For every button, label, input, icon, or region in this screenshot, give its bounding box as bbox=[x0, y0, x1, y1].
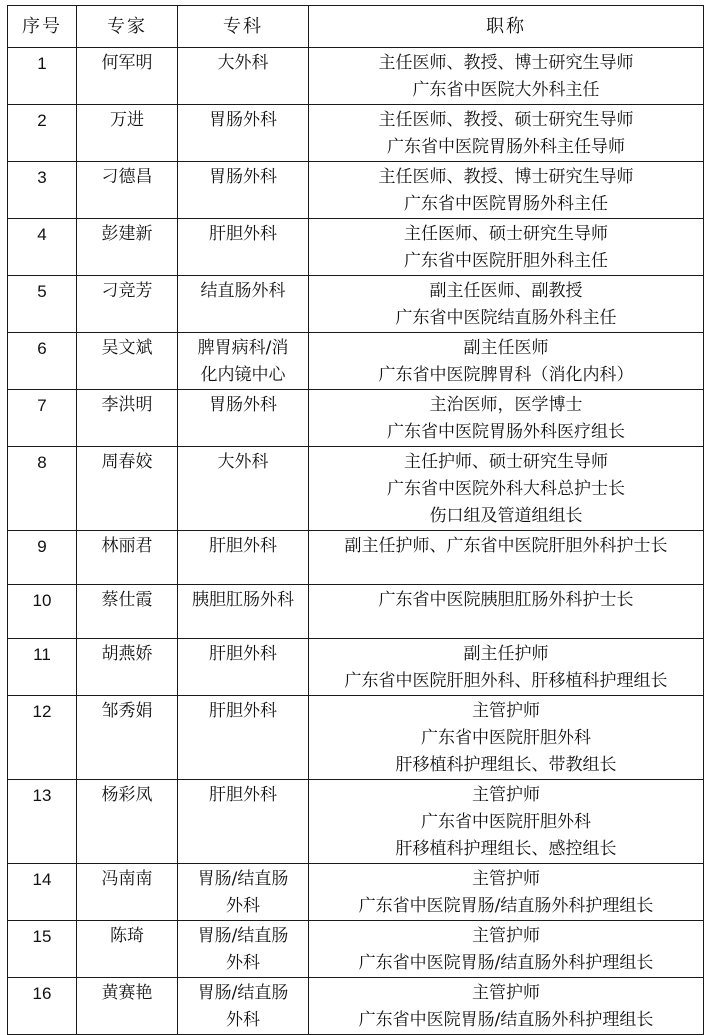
row-title bbox=[309, 276, 704, 333]
row-expert bbox=[77, 48, 178, 105]
row-specialty bbox=[178, 105, 309, 162]
expert-name: 邹秀娟 bbox=[101, 701, 153, 721]
row-index-text: 5 bbox=[37, 282, 47, 301]
expert-name: 彭建新 bbox=[101, 224, 153, 244]
specialty-line: 外科 bbox=[226, 953, 260, 973]
expert-table bbox=[7, 5, 704, 1035]
row-specialty bbox=[178, 585, 309, 639]
row-title bbox=[309, 390, 704, 447]
specialty-line: 胃肠外科 bbox=[209, 167, 277, 187]
title-line: 主任医师、硕士研究生导师 bbox=[404, 224, 608, 244]
row-index-text: 14 bbox=[32, 870, 52, 889]
row-title bbox=[309, 978, 704, 1035]
table-row bbox=[8, 978, 704, 1035]
table-row bbox=[8, 447, 704, 531]
table-body bbox=[8, 48, 704, 1035]
title-line: 副主任医师、副教授 bbox=[429, 281, 583, 301]
row-index-text: 16 bbox=[32, 984, 52, 1003]
row-specialty bbox=[178, 390, 309, 447]
specialty-line: 肝胆外科 bbox=[209, 785, 277, 805]
row-index-text: 3 bbox=[37, 168, 47, 187]
specialty-line: 胰胆肛肠外科 bbox=[192, 590, 294, 610]
row-specialty bbox=[178, 276, 309, 333]
header-row bbox=[8, 6, 704, 48]
specialty-line: 结直肠外科 bbox=[200, 281, 286, 301]
row-index-text: 4 bbox=[37, 225, 47, 244]
row-title bbox=[309, 696, 704, 780]
row-expert bbox=[77, 864, 178, 921]
table-row bbox=[8, 48, 704, 105]
expert-name: 吴文斌 bbox=[101, 338, 153, 358]
row-title bbox=[309, 333, 704, 390]
title-line: 主管护师 bbox=[472, 869, 540, 889]
title-line: 广东省中医院胃肠外科医疗组长 bbox=[387, 422, 625, 442]
row-title bbox=[309, 531, 704, 585]
title-line: 肝移植科护理组长、感控组长 bbox=[395, 839, 617, 859]
expert-name: 黄赛艳 bbox=[101, 983, 153, 1003]
table-row bbox=[8, 696, 704, 780]
title-line: 伤口组及管道组组长 bbox=[429, 506, 583, 526]
row-title bbox=[309, 162, 704, 219]
title-line: 主管护师 bbox=[472, 785, 540, 805]
row-index bbox=[8, 864, 77, 921]
specialty-line: 大外科 bbox=[217, 53, 269, 73]
row-expert bbox=[77, 162, 178, 219]
expert-name: 刁德昌 bbox=[101, 167, 153, 187]
table-row bbox=[8, 921, 704, 978]
row-specialty bbox=[178, 531, 309, 585]
row-index bbox=[8, 978, 77, 1035]
title-line: 广东省中医院胃肠/结直肠外科护理组长 bbox=[358, 896, 654, 916]
expert-name: 林丽君 bbox=[101, 536, 153, 556]
title-line: 副主任护师 bbox=[463, 644, 549, 664]
title-line: 副主任护师、广东省中医院肝胆外科护士长 bbox=[344, 536, 668, 556]
specialty-line: 外科 bbox=[226, 1010, 260, 1030]
specialty-line: 外科 bbox=[226, 896, 260, 916]
expert-name: 刁竞芳 bbox=[101, 281, 153, 301]
row-index bbox=[8, 219, 77, 276]
specialty-line: 肝胆外科 bbox=[209, 224, 277, 244]
title-line: 主任医师、教授、硕士研究生导师 bbox=[378, 110, 634, 130]
specialty-line: 肝胆外科 bbox=[209, 536, 277, 556]
row-title bbox=[309, 864, 704, 921]
row-title bbox=[309, 48, 704, 105]
table-row bbox=[8, 585, 704, 639]
title-line: 广东省中医院胰胆肛肠外科护士长 bbox=[378, 590, 634, 610]
row-index bbox=[8, 696, 77, 780]
title-line: 广东省中医院胃肠外科主任 bbox=[404, 194, 608, 214]
title-line: 副主任医师 bbox=[463, 338, 549, 358]
table-row bbox=[8, 333, 704, 390]
row-expert bbox=[77, 978, 178, 1035]
row-specialty bbox=[178, 639, 309, 696]
expert-name: 何军明 bbox=[101, 53, 153, 73]
table-row bbox=[8, 864, 704, 921]
table-row bbox=[8, 219, 704, 276]
row-expert bbox=[77, 219, 178, 276]
title-line: 广东省中医院大外科主任 bbox=[412, 80, 600, 100]
row-expert bbox=[77, 639, 178, 696]
expert-name: 万进 bbox=[110, 110, 144, 130]
row-index bbox=[8, 333, 77, 390]
row-expert bbox=[77, 531, 178, 585]
title-line: 广东省中医院外科大科总护士长 bbox=[387, 479, 625, 499]
row-specialty bbox=[178, 921, 309, 978]
row-specialty bbox=[178, 780, 309, 864]
row-title bbox=[309, 780, 704, 864]
title-line: 主任护师、硕士研究生导师 bbox=[404, 452, 608, 472]
title-line: 主管护师 bbox=[472, 926, 540, 946]
row-specialty bbox=[178, 447, 309, 531]
header-specialty: 专科 bbox=[178, 6, 309, 48]
row-expert bbox=[77, 780, 178, 864]
expert-name: 冯南南 bbox=[101, 869, 153, 889]
row-index bbox=[8, 390, 77, 447]
expert-name: 陈琦 bbox=[110, 926, 144, 946]
specialty-line: 大外科 bbox=[217, 452, 269, 472]
row-index-text: 15 bbox=[32, 927, 52, 946]
header-expert: 专家 bbox=[77, 6, 178, 48]
row-expert bbox=[77, 390, 178, 447]
title-line: 主治医师，医学博士 bbox=[429, 395, 583, 415]
row-index bbox=[8, 162, 77, 219]
row-specialty bbox=[178, 219, 309, 276]
header-title: 职称 bbox=[309, 6, 704, 48]
expert-name: 周春姣 bbox=[101, 452, 153, 472]
title-line: 广东省中医院肝胆外科 bbox=[421, 812, 591, 832]
row-index-text: 8 bbox=[37, 453, 47, 472]
specialty-line: 脾胃病科/消 bbox=[197, 338, 289, 358]
title-line: 广东省中医院胃肠外科主任导师 bbox=[387, 137, 625, 157]
expert-name: 胡燕娇 bbox=[101, 644, 153, 664]
row-specialty bbox=[178, 864, 309, 921]
specialty-line: 胃肠/结直肠 bbox=[197, 983, 289, 1003]
row-index-text: 12 bbox=[32, 702, 52, 721]
table-row bbox=[8, 780, 704, 864]
table-row bbox=[8, 105, 704, 162]
row-index bbox=[8, 531, 77, 585]
title-line: 广东省中医院肝胆外科、肝移植科护理组长 bbox=[344, 671, 668, 691]
title-line: 主任医师、教授、博士研究生导师 bbox=[378, 53, 634, 73]
row-expert bbox=[77, 276, 178, 333]
row-index-text: 9 bbox=[37, 537, 47, 556]
table-row bbox=[8, 276, 704, 333]
row-specialty bbox=[178, 978, 309, 1035]
row-title bbox=[309, 219, 704, 276]
title-line: 广东省中医院胃肠/结直肠外科护理组长 bbox=[358, 953, 654, 973]
title-line: 广东省中医院胃肠/结直肠外科护理组长 bbox=[358, 1010, 654, 1030]
row-expert bbox=[77, 105, 178, 162]
title-line: 主任医师、教授、博士研究生导师 bbox=[378, 167, 634, 187]
row-expert bbox=[77, 921, 178, 978]
row-index-text: 11 bbox=[33, 645, 51, 664]
row-index bbox=[8, 921, 77, 978]
row-expert bbox=[77, 696, 178, 780]
specialty-line: 胃肠外科 bbox=[209, 110, 277, 130]
row-title bbox=[309, 639, 704, 696]
specialty-line: 化内镜中心 bbox=[200, 365, 286, 385]
expert-name: 蔡仕霞 bbox=[101, 590, 153, 610]
row-title bbox=[309, 585, 704, 639]
row-index bbox=[8, 780, 77, 864]
title-line: 广东省中医院肝胆外科主任 bbox=[404, 251, 608, 271]
specialty-line: 肝胆外科 bbox=[209, 644, 277, 664]
row-specialty bbox=[178, 333, 309, 390]
specialty-line: 胃肠/结直肠 bbox=[197, 926, 289, 946]
title-line: 主管护师 bbox=[472, 701, 540, 721]
row-index-text: 13 bbox=[32, 786, 52, 805]
row-index-text: 2 bbox=[37, 111, 47, 130]
row-specialty bbox=[178, 162, 309, 219]
expert-name: 李洪明 bbox=[101, 395, 153, 415]
table-row bbox=[8, 531, 704, 585]
header-index: 序号 bbox=[8, 6, 77, 48]
table-row bbox=[8, 390, 704, 447]
row-expert bbox=[77, 333, 178, 390]
expert-name: 杨彩凤 bbox=[101, 785, 153, 805]
row-index bbox=[8, 447, 77, 531]
row-title bbox=[309, 105, 704, 162]
row-index bbox=[8, 105, 77, 162]
row-index-text: 6 bbox=[37, 339, 47, 358]
specialty-line: 肝胆外科 bbox=[209, 701, 277, 721]
specialty-line: 胃肠外科 bbox=[209, 395, 277, 415]
table-row bbox=[8, 162, 704, 219]
row-title bbox=[309, 921, 704, 978]
row-title bbox=[309, 447, 704, 531]
title-line: 主管护师 bbox=[472, 983, 540, 1003]
row-index bbox=[8, 585, 77, 639]
row-index-text: 7 bbox=[37, 396, 47, 415]
row-specialty bbox=[178, 48, 309, 105]
row-index-text: 1 bbox=[37, 54, 47, 73]
title-line: 广东省中医院肝胆外科 bbox=[421, 728, 591, 748]
row-expert bbox=[77, 585, 178, 639]
row-index bbox=[8, 48, 77, 105]
table-row bbox=[8, 639, 704, 696]
title-line: 广东省中医院结直肠外科主任 bbox=[395, 308, 617, 328]
title-line: 广东省中医院脾胃科（消化内科） bbox=[378, 365, 634, 385]
row-index bbox=[8, 276, 77, 333]
row-expert bbox=[77, 447, 178, 531]
title-line: 肝移植科护理组长、带教组长 bbox=[395, 755, 617, 775]
specialty-line: 胃肠/结直肠 bbox=[197, 869, 289, 889]
row-specialty bbox=[178, 696, 309, 780]
row-index-text: 10 bbox=[32, 591, 52, 610]
row-index bbox=[8, 639, 77, 696]
